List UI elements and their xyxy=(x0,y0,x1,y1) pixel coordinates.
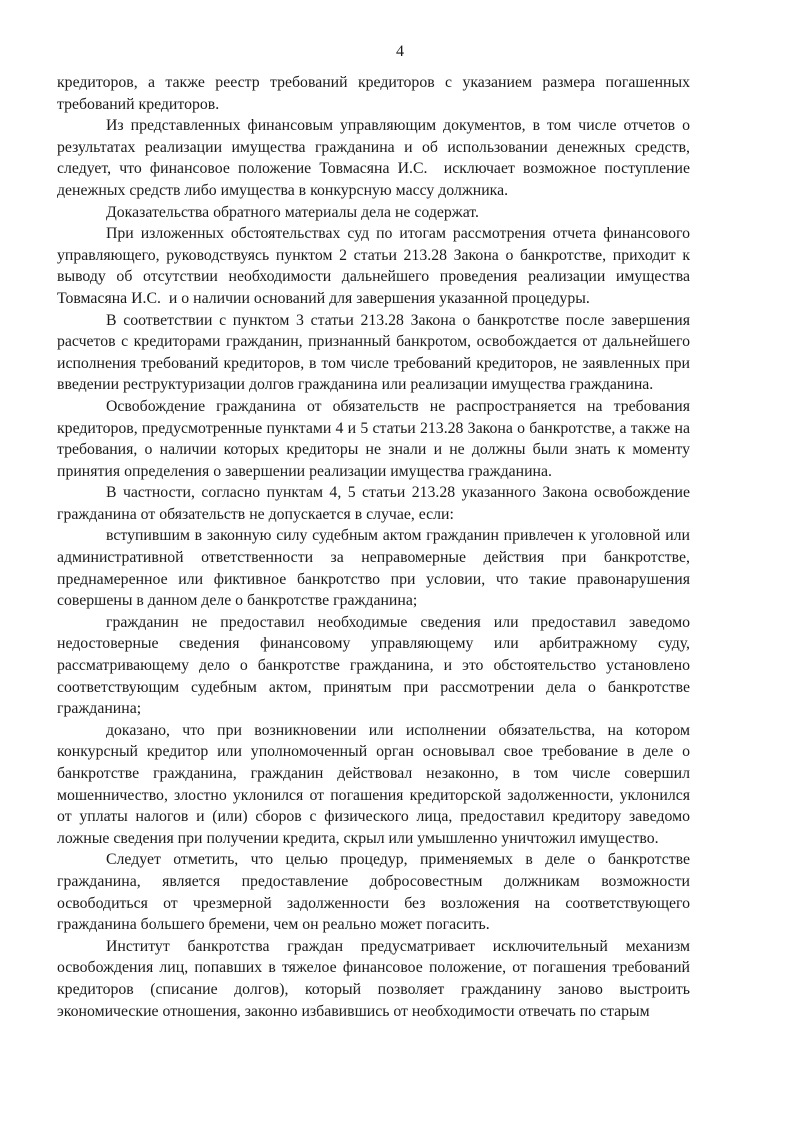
document-body xyxy=(57,72,690,1022)
paragraph: Следует отметить, что целью процедур, применяемых в деле о банкротстве гражданина, является предоставление добросовестным должникам возможности освободиться от чрезмерной задолженности без возложения на соответствующего гражданина большего бремени, чем он реально может погасить. xyxy=(57,851,690,934)
paragraph: доказано, что при возникновении или исполнении обязательства, на котором конкурсный кредитор или уполномоченный орган основывал свое требование в деле о банкротстве гражданина, гражданин действовал незаконно, в том числе совершил мошенничество, злостно уклонился от погашения кредиторской задолженности, уклонился от уплаты налогов и (или) сборов с физического лица, предоставил кредитору заведомо ложные сведения при получении кредита, скрыл или умышленно уничтожил имущество. xyxy=(57,721,690,847)
paragraph: Из представленных финансовым управляющим документов, в том числе отчетов о результатах реализации имущества гражданина и об использовании денежных средств, следует, что финансовое положение Товмасяна И.С. исключает возможное поступление денежных средств либо имущества в конкурсную массу должника. xyxy=(57,117,690,199)
page-number: 4 xyxy=(396,43,404,60)
paragraph: Освобождение гражданина от обязательств не распространяется на требования кредиторов, предусмотренные пунктами 4 и 5 статьи 213.28 Закона о банкротстве, а также на требования, о наличии которых кредиторы не знали и не должны были знать к моменту принятия определения о завершении реализации имущества гражданина. xyxy=(57,397,690,480)
paragraph: Доказательства обратного материалы дела не содержат. xyxy=(106,203,479,221)
paragraph: кредиторов, а также реестр требований кредиторов с указанием размера погашенных требований кредиторов. xyxy=(57,74,690,113)
paragraph: В соответствии с пунктом 3 статьи 213.28 Закона о банкротстве после завершения расчетов с кредиторами гражданин, признанный банкротом, освобождается от дальнейшего исполнения требований кредиторов, в том числе требований кредиторов, не заявленных при введении реструктуризации долгов гражданина или реализации имущества гражданина. xyxy=(57,311,690,394)
paragraph: Институт банкротства граждан предусматривает исключительный механизм освобождения лиц, попавших в тяжелое финансовое положение, от погашения требований кредиторов (списание долгов), который позволяет гражданину заново выстроить экономические отношения, законно избавившись от необходимости отвечать по старым xyxy=(57,937,690,1020)
paragraph: При изложенных обстоятельствах суд по итогам рассмотрения отчета финансового управляющего, руководствуясь пунктом 2 статьи 213.28 Закона о банкротстве, приходит к выводу об отсутствии необходимости дальнейшего проведения реализации имущества Товмасяна И.С. и о наличии оснований для завершения указанной процедуры. xyxy=(57,225,690,307)
paragraph: вступившим в законную силу судебным актом гражданин привлечен к уголовной или административной ответственности за неправомерные действия при банкротстве, преднамеренное или фиктивное банкротство при условии, что такие правонарушения совершены в данном деле о банкротстве гражданина; xyxy=(57,527,690,610)
paragraph: В частности, согласно пунктам 4, 5 статьи 213.28 указанного Закона освобождение гражданина от обязательств не допускается в случае, если: xyxy=(57,484,690,523)
paragraph: гражданин не предоставил необходимые сведения или предоставил заведомо недостоверные сведения финансовому управляющему или арбитражному суду, рассматривающему дело о банкротстве гражданина, и это обстоятельство установлено соответствующим судебным актом, принятым при рассмотрении дела о банкротстве гражданина; xyxy=(57,613,690,718)
